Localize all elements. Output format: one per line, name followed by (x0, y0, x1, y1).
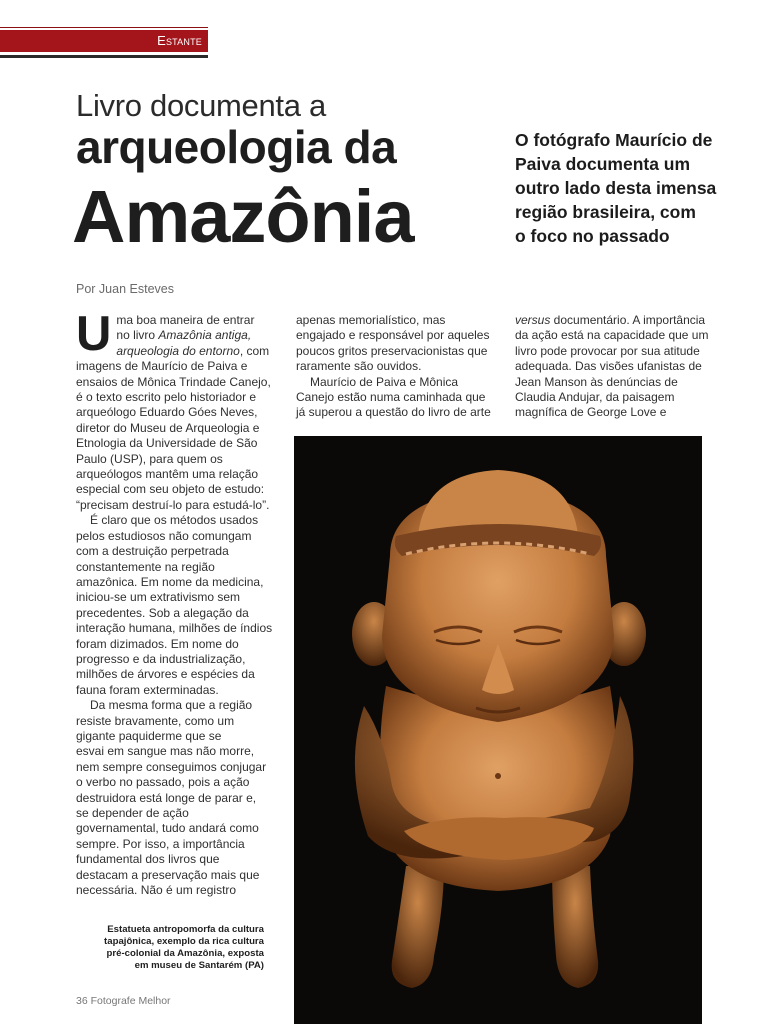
headline-line-2: arqueologia da (76, 121, 397, 173)
body-line: arqueólogo Eduardo Góes Neves, (76, 405, 258, 420)
body-line: com a destruição perpetrada (76, 544, 229, 559)
body-italic: versus (515, 313, 551, 327)
headline-line-1: Livro documenta a (76, 88, 326, 123)
body-text: no livro (116, 328, 159, 343)
body-line: raramente são ouvidos. (296, 359, 422, 374)
body-line: “precisam destruí-lo para estudá-lo”. (76, 497, 270, 512)
body-line: fundamental dos livros que (76, 852, 220, 867)
body-text: documentário. A importância (550, 313, 706, 327)
body-line: diretor do Museu de Arqueologia e (76, 420, 260, 435)
book-title: Amazônia antiga, (158, 328, 252, 343)
body-line: Jean Manson às denúncias de (515, 374, 678, 389)
drop-cap: U (76, 307, 112, 361)
body-line: adequada. Das visões ufanistas de (515, 359, 702, 374)
body-line: Canejo estão numa caminhada que (296, 390, 486, 405)
body-line: da ação está na capacidade que um (515, 328, 709, 343)
body-line: necessária. Não é um registro (76, 883, 237, 898)
body-line (515, 313, 707, 328)
body-line: o verbo no passado, pois a ação (76, 775, 250, 790)
banner-top-rule (0, 27, 208, 28)
body-line: Maurício de Paiva e Mônica (310, 374, 459, 389)
body-line: arqueólogos mantêm uma relação (76, 467, 259, 482)
body-line: Paulo (USP), para quem os (76, 451, 223, 466)
body-line: gigante paquiderme que se (76, 728, 222, 743)
statuette-illustration (294, 436, 702, 1024)
deck-line: O fotógrafo Maurício de (515, 130, 713, 150)
body-line: fauna foram exterminadas. (76, 682, 219, 697)
section-label: Estante (157, 33, 202, 48)
body-line: é o texto escrito pelo historiador e (76, 390, 257, 405)
body-column-3 (515, 313, 707, 421)
body-line: Claudia Andujar, da paisagem (515, 390, 675, 405)
body-line: amazônica. Em nome da medicina, (76, 574, 264, 589)
caption-line: tapajônica, exemplo da rica cultura (104, 936, 264, 947)
body-line: constantemente na região (76, 559, 215, 574)
body-line: iniciou-se um extrativismo sem (76, 590, 241, 605)
body-line: sempre. Por isso, a importância (76, 836, 245, 851)
body-line: Etnologia da Universidade de São (76, 436, 258, 451)
page-folio: 36 Fotografe Melhor (76, 995, 171, 1007)
deck-line: Paiva documenta um (515, 154, 691, 174)
banner-bottom-rule (0, 55, 208, 58)
caption-line: pré-colonial da Amazônia, exposta (106, 948, 264, 959)
body-line: destacam a preservação mais que (76, 867, 260, 882)
body-line: engajado e responsável por aqueles (296, 328, 490, 343)
deck-line: outro lado desta imensa (515, 178, 717, 198)
body-line: nem sempre conseguimos conjugar (76, 759, 267, 774)
body-line: progresso e da industrialização, (76, 651, 246, 666)
headline-line-3: Amazônia (72, 175, 414, 258)
caption-line: Estatueta antropomorfa da cultura (107, 924, 264, 935)
statuette-photo (294, 436, 702, 1024)
body-column-2 (296, 313, 491, 421)
body-line: resiste bravamente, como um (76, 713, 235, 728)
body-line: milhões de árvores e espécies da (76, 667, 255, 682)
caption-line: em museu de Santarém (PA) (134, 960, 264, 971)
deck-line: o foco no passado (515, 226, 670, 246)
body-line: apenas memorialístico, mas (296, 313, 446, 327)
body-line: pelos estudiosos não comungam (76, 528, 252, 543)
photo-caption (96, 924, 264, 972)
body-line: poucos gritos preservacionistas que (296, 343, 488, 358)
body-line: É claro que os métodos usados (90, 513, 259, 528)
body-line: Da mesma forma que a região (90, 698, 253, 713)
body-column-1 (76, 307, 273, 898)
body-text: , com (239, 343, 270, 358)
body-line: esvai em sangue mas não morre, (76, 744, 255, 759)
body-line: já superou a questão do livro de arte (296, 405, 491, 420)
body-line: destruidora está longe de parar e, (76, 790, 257, 805)
body-line: livro pode provocar por sua atitude (515, 343, 700, 358)
deck (515, 128, 725, 248)
body-line: ma boa maneira de entrar (116, 313, 255, 327)
byline: Por Juan Esteves (76, 282, 174, 296)
body-line: foram dizimados. Em nome do (76, 636, 239, 651)
deck-line: região brasileira, com (515, 202, 696, 222)
body-line: ensaios de Mônica Trindade Canejo, (76, 374, 271, 389)
book-subtitle: arqueologia do entorno (116, 343, 240, 358)
body-line: imagens de Maurício de Paiva e (76, 359, 248, 374)
body-line: precedentes. Sob a alegação da (76, 605, 249, 620)
body-line: especial com seu objeto de estudo: (76, 482, 265, 497)
section-banner (0, 30, 208, 52)
body-line: interação humana, milhões de índios (76, 621, 273, 636)
body-line: magnífica de George Love e (515, 405, 667, 420)
body-line: se depender de ação (76, 806, 189, 820)
body-line: governamental, tudo andará como (76, 821, 259, 836)
